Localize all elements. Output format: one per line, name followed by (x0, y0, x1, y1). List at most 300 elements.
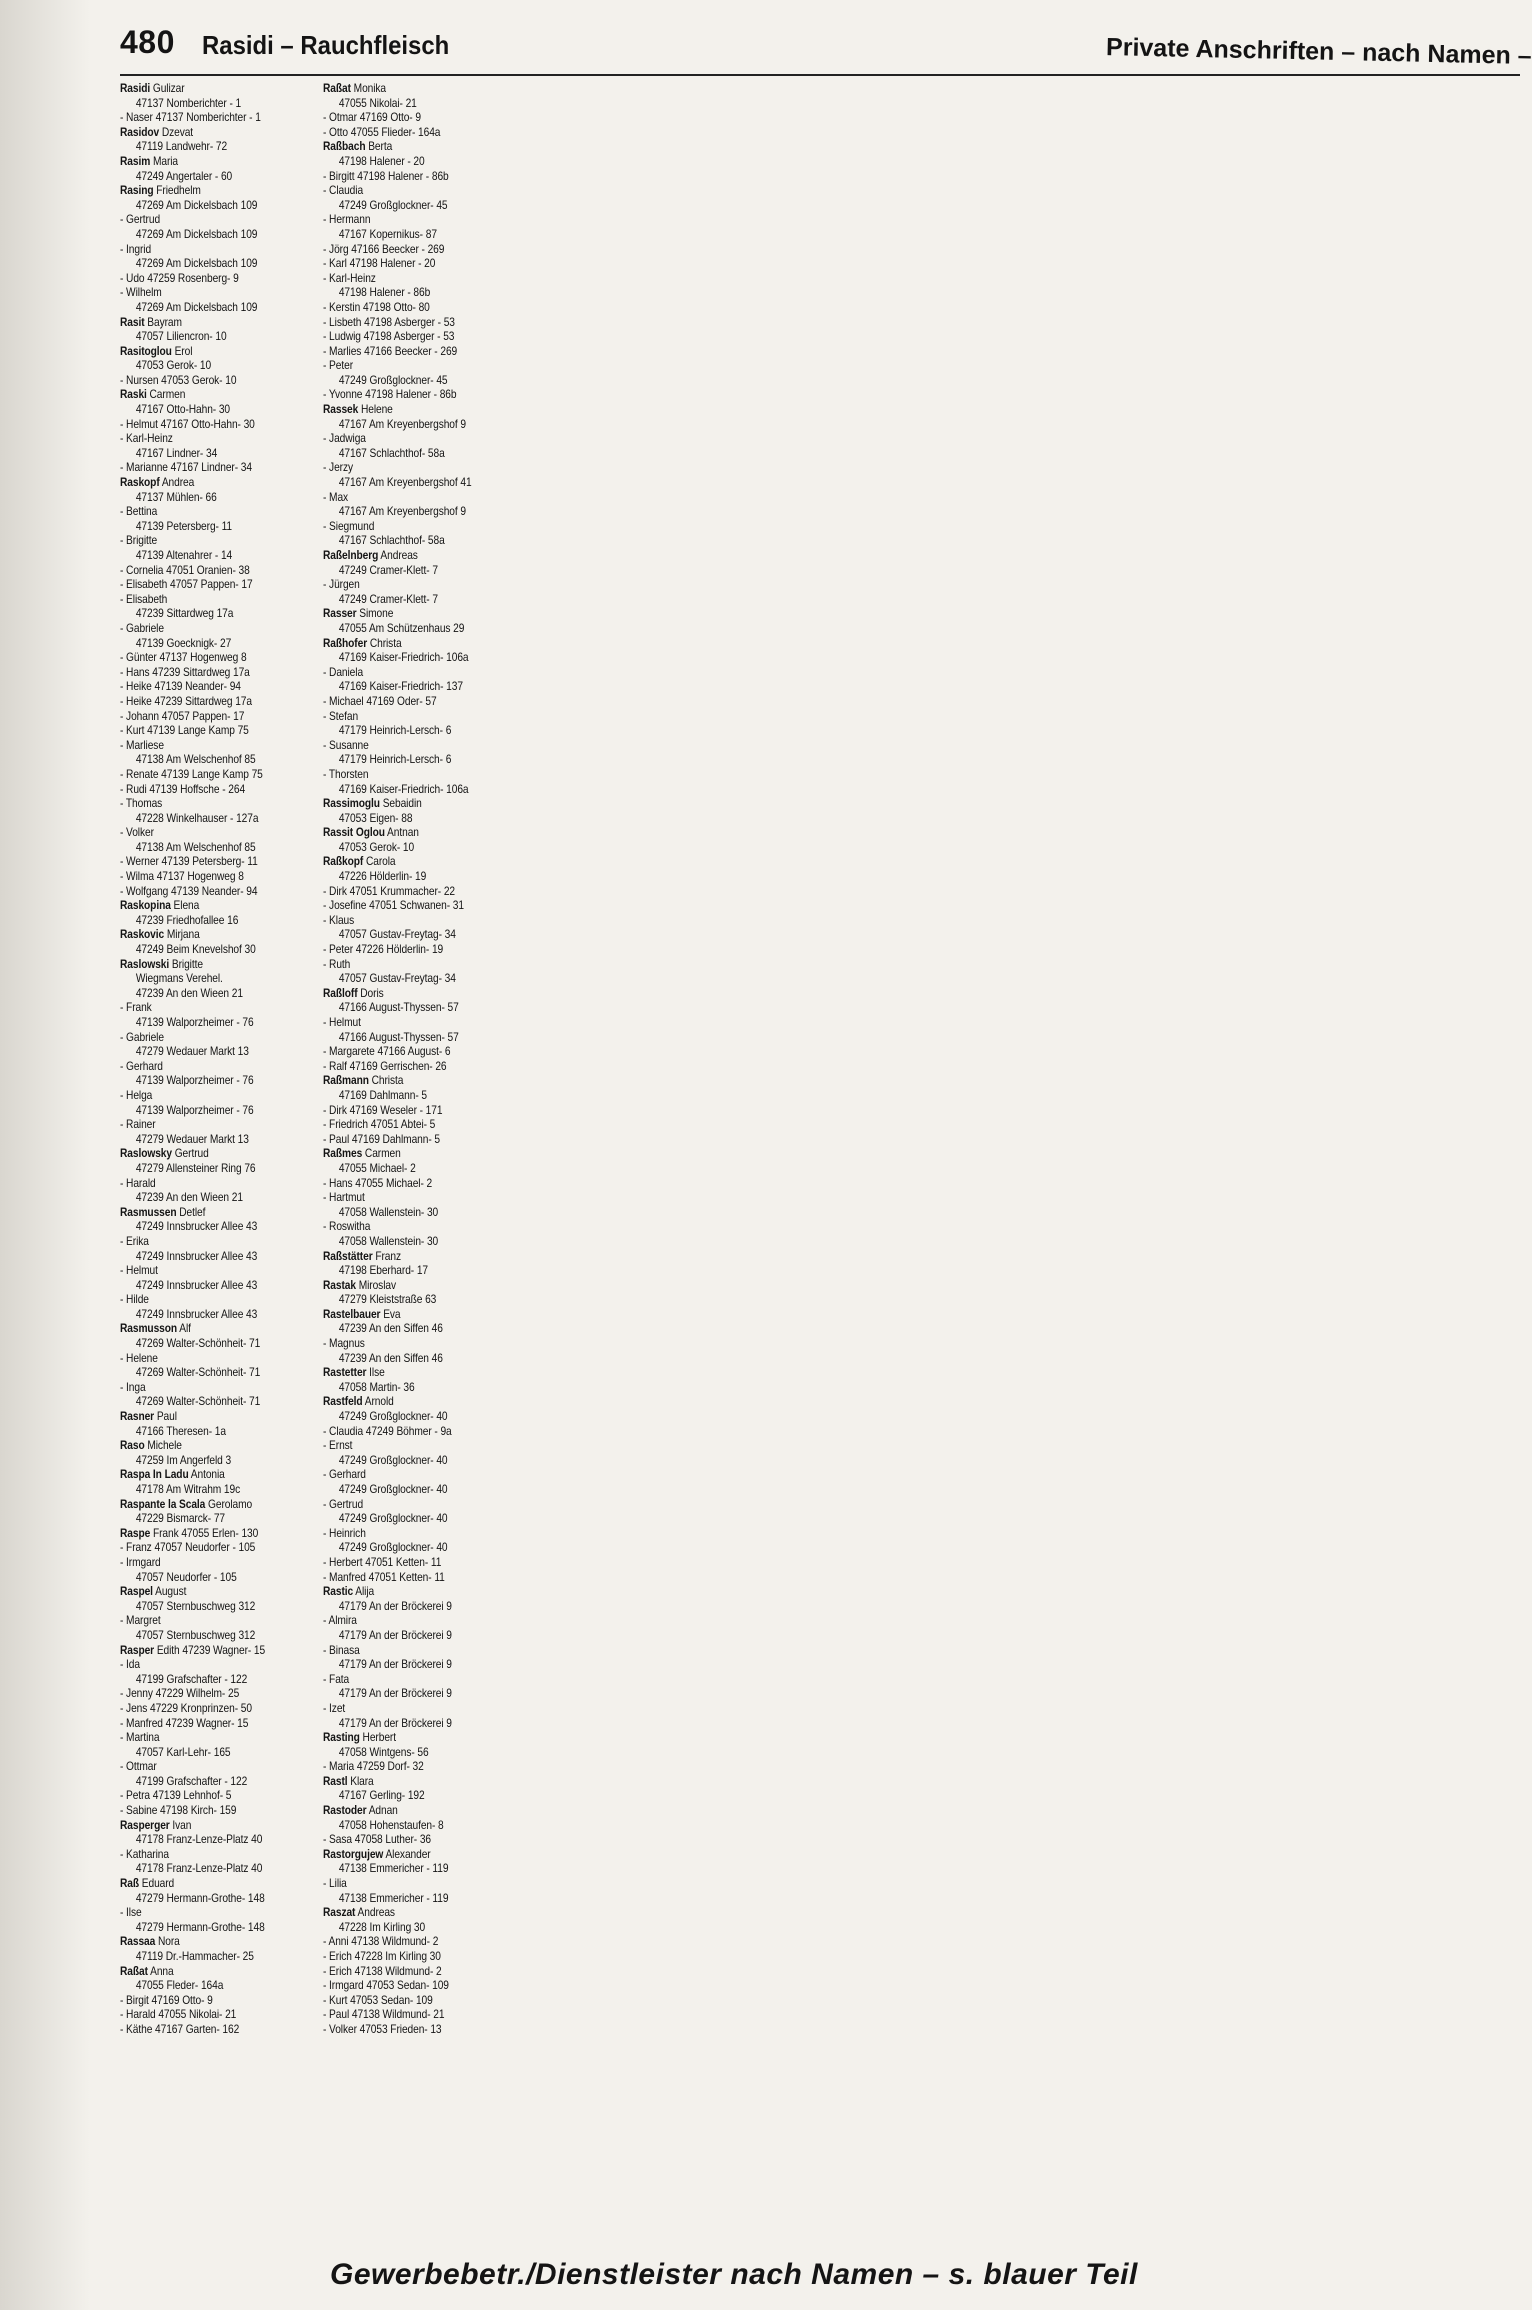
directory-entry-name (323, 1074, 515, 1089)
directory-address-line: 47179 An der Bröckerei 9 (338, 1687, 453, 1701)
directory-address-line: 47198 Halener - 86b (338, 286, 431, 300)
directory-sub-entry: - Volker 47053 Frieden- 13 (323, 2022, 442, 2036)
header-rule (120, 74, 1520, 76)
directory-address-line: 47169 Kaiser-Friedrich- 106a (338, 651, 469, 665)
entry-given-name: Anna (147, 1964, 174, 1978)
directory-sub-entry: - Ralf 47169 Gerrischen- 26 (323, 1059, 447, 1073)
page-number: 480 (120, 24, 175, 60)
entry-given-name: Monika (351, 82, 387, 95)
entry-surname: Rassit Oglou (323, 826, 386, 840)
directory-entry-name (120, 126, 312, 141)
entry-given-name: Andreas (378, 549, 418, 562)
directory-sub-entry: - Karl 47198 Halener - 20 (323, 257, 436, 271)
directory-entry-name (323, 855, 515, 870)
directory-address-line: 47139 Petersberg- 11 (135, 519, 233, 533)
entry-surname: Raspa In Ladu (120, 1468, 189, 1482)
directory-sub-entry: - Karl-Heinz (120, 432, 173, 446)
entry-given-name: Helene (358, 403, 393, 417)
directory-address-line: 47239 Friedhofallee 16 (135, 913, 239, 927)
name-range-title: Rasidi – Rauchfleisch (202, 30, 450, 60)
directory-entry-name (323, 403, 515, 418)
directory-sub-entry: - Birgitt 47198 Halener - 86b (323, 169, 449, 183)
entry-given-name: Gertrud (171, 1147, 209, 1161)
directory-sub-entry: - Jerzy (323, 461, 354, 475)
directory-sub-entry: - Binasa (323, 1643, 360, 1657)
directory-address-line: 47139 Walporzheimer - 76 (135, 1074, 254, 1088)
directory-sub-entry: - Jörg 47166 Beecker - 269 (323, 242, 445, 256)
directory-address-line: 47053 Gerok- 10 (338, 840, 415, 854)
entry-surname: Raßloff (323, 986, 358, 1000)
directory-address-line: 47119 Landwehr- 72 (135, 140, 228, 154)
directory-address-line: 47167 Kopernikus- 87 (338, 227, 438, 241)
entry-surname: Raßmes (323, 1147, 363, 1161)
directory-address-line: 47269 Am Dickelsbach 109 (135, 257, 258, 271)
directory-address-line: 47167 Lindner- 34 (135, 446, 218, 460)
directory-address-line: 47167 Am Kreyenbergshof 9 (338, 417, 467, 431)
directory-sub-entry: - Siegmund (323, 519, 375, 533)
directory-entry-name (120, 1527, 312, 1542)
directory-sub-entry: - Jenny 47229 Wilhelm- 25 (120, 1687, 240, 1701)
directory-address-line: 47249 Cramer-Klett- 7 (338, 563, 439, 577)
directory-address-line: 47178 Am Witrahm 19c (135, 1483, 241, 1496)
directory-address-line: 47166 Theresen- 1a (135, 1424, 226, 1438)
directory-address-line: 47139 Walporzheimer - 76 (135, 1016, 254, 1029)
directory-address-line: 47249 Beim Knevelshof 30 (135, 943, 256, 957)
entry-surname: Raspante la Scala (120, 1497, 206, 1511)
entry-given-name: Antonia (188, 1468, 225, 1482)
directory-sub-entry: - Rainer (120, 1118, 156, 1132)
entry-surname: Raßbach (323, 140, 366, 154)
directory-sub-entry: - Harald (120, 1176, 156, 1190)
entry-surname: Rassimoglu (323, 797, 381, 811)
directory-sub-entry: - Susanne (323, 738, 369, 752)
directory-sub-entry: - Bettina (120, 505, 158, 519)
directory-sub-entry: - Manfred 47239 Wagner- 15 (120, 1716, 249, 1730)
directory-sub-entry: - Gerhard (120, 1059, 163, 1073)
directory-sub-entry: - Helmut 47167 Otto-Hahn- 30 (120, 417, 255, 431)
directory-sub-entry: - Karl-Heinz (323, 271, 376, 285)
directory-address-line: 47269 Am Dickelsbach 109 (135, 198, 258, 212)
directory-sub-entry: - Heike 47139 Neander- 94 (120, 680, 241, 694)
directory-address-line: 47057 Neudorfer - 105 (135, 1570, 237, 1584)
entry-given-name: Mirjana (164, 928, 200, 942)
entry-surname: Rasitoglou (120, 344, 172, 358)
entry-surname: Rasit (120, 315, 145, 329)
directory-address-line: 47138 Emmericher - 119 (338, 1862, 449, 1876)
directory-entry-name (323, 1308, 515, 1323)
entry-surname: Rasidi (120, 82, 151, 95)
entry-given-name: Alexander (383, 1847, 431, 1861)
directory-column (323, 82, 515, 2247)
directory-entry-name (120, 958, 312, 973)
entry-surname: Rastic (323, 1585, 354, 1599)
directory-sub-entry: - Yvonne 47198 Halener - 86b (323, 388, 457, 402)
directory-sub-entry: - Lilia (323, 1877, 347, 1891)
entry-surname: Raßkopf (323, 855, 364, 869)
directory-address-line: 47198 Eberhard- 17 (338, 1264, 429, 1278)
directory-address-line: 47053 Eigen- 88 (338, 811, 413, 825)
entry-surname: Raslowski (120, 957, 170, 971)
directory-address-line: 47249 Großglockner- 40 (338, 1410, 448, 1424)
directory-address-line: 47167 Schlachthof- 58a (338, 446, 445, 460)
directory-address-line: 47279 Kleiststraße 63 (338, 1293, 437, 1307)
directory-sub-entry: - Kerstin 47198 Otto- 80 (323, 300, 430, 314)
directory-address-line: 47055 Michael- 2 (338, 1161, 416, 1175)
directory-address-line: 47137 Nomberichter - 1 (135, 96, 242, 110)
entry-surname: Rastak (323, 1278, 357, 1292)
directory-sub-entry: - Herbert 47051 Ketten- 11 (323, 1555, 442, 1569)
entry-surname: Raßstätter (323, 1249, 373, 1263)
directory-address-line: 47279 Wedauer Markt 13 (135, 1045, 249, 1059)
entry-surname: Raßelnberg (323, 549, 379, 562)
directory-address-line: 47249 Großglockner- 45 (338, 198, 448, 212)
directory-address-line: 47249 Großglockner- 40 (338, 1483, 448, 1496)
directory-sub-entry: - Ottmar (120, 1760, 157, 1774)
directory-sub-entry: - Johann 47057 Pappen- 17 (120, 709, 245, 723)
entry-given-name: Andreas (355, 1906, 396, 1920)
directory-sub-entry: - Gertrud (120, 213, 161, 227)
directory-sub-entry: - Hans 47239 Sittardweg 17a (120, 665, 250, 679)
entry-surname: Raszat (323, 1906, 356, 1920)
directory-entry-name (120, 899, 312, 914)
entry-given-name: Berta (365, 140, 393, 154)
directory-entry-name (120, 1585, 312, 1600)
directory-sub-entry: - Ruth (323, 957, 351, 971)
directory-sub-entry: - Gerhard (323, 1468, 367, 1482)
entry-surname: Rasner (120, 1410, 155, 1424)
directory-address-line: 47239 Sittardweg 17a (135, 607, 234, 621)
directory-address-line: 47058 Wallenstein- 30 (338, 1205, 439, 1219)
directory-sub-entry: - Erich 47138 Wildmund- 2 (323, 1964, 442, 1978)
directory-sub-entry: - Jadwiga (323, 432, 367, 446)
entry-given-name: Alija (353, 1585, 375, 1599)
entry-given-name: August (152, 1585, 187, 1599)
directory-address-line: 47179 Heinrich-Lersch- 6 (338, 753, 452, 767)
directory-address-line: 47279 Hermann-Grothe- 148 (135, 1891, 265, 1905)
entry-given-name: Andrea (159, 476, 195, 490)
directory-entry-name (323, 1848, 515, 1863)
directory-sub-entry: - Irmgard 47053 Sedan- 109 (323, 1979, 450, 1993)
entry-given-name: Gerolamo (205, 1497, 253, 1511)
directory-address-line: 47169 Kaiser-Friedrich- 106a (338, 782, 469, 796)
directory-sub-entry: - Renate 47139 Lange Kamp 75 (120, 767, 263, 781)
entry-surname: Rastorgujew (323, 1847, 384, 1861)
directory-entry-name (323, 1250, 515, 1265)
directory-sub-entry: - Gabriele (120, 1030, 164, 1044)
directory-address-line: 47249 Cramer-Klett- 7 (338, 592, 439, 606)
directory-sub-entry: - Margarete 47166 August- 6 (323, 1045, 451, 1059)
entry-surname: Rassek (323, 403, 359, 417)
directory-address-line: 47058 Martin- 36 (338, 1380, 415, 1394)
directory-address-line: 47167 Gerling- 192 (338, 1789, 425, 1803)
directory-sub-entry: - Volker (120, 826, 154, 840)
directory-sub-entry: - Claudia (323, 184, 364, 198)
directory-sub-entry: - Peter 47226 Hölderlin- 19 (323, 943, 444, 957)
directory-sub-entry: - Hermann (323, 213, 371, 227)
directory-sub-entry: - Izet (323, 1701, 346, 1715)
directory-sub-entry: - Klaus (323, 913, 355, 927)
directory-address-line: 47058 Wintgens- 56 (338, 1745, 429, 1759)
directory-sub-entry: - Anni 47138 Wildmund- 2 (323, 1935, 439, 1949)
entry-given-name: Erol (171, 344, 193, 358)
directory-sub-entry: - Brigitte (120, 534, 158, 548)
directory-address-line: 47139 Altenahrer - 14 (135, 549, 233, 562)
directory-address-line: 47179 Heinrich-Lersch- 6 (338, 724, 452, 738)
directory-entry-name (323, 1906, 515, 1921)
entry-given-name: Herbert (359, 1731, 397, 1745)
directory-address-line: 47279 Wedauer Markt 13 (135, 1132, 249, 1146)
directory-sub-entry: - Elisabeth (120, 592, 168, 606)
directory-entry-name (323, 637, 515, 652)
directory-sub-entry: - Roswitha (323, 1220, 371, 1234)
directory-address-line: 47166 August-Thyssen- 57 (338, 1030, 459, 1044)
directory-entry-name (323, 1395, 515, 1410)
directory-sub-entry: - Hilde (120, 1293, 149, 1307)
directory-sub-entry: - Hans 47055 Michael- 2 (323, 1176, 433, 1190)
directory-address-line: 47179 An der Bröckerei 9 (338, 1658, 453, 1672)
entry-surname: Raspel (120, 1585, 153, 1599)
directory-entry-name (120, 1206, 312, 1221)
entry-surname: Rasperger (120, 1818, 170, 1832)
directory-address-line: 47229 Bismarck- 77 (135, 1512, 225, 1526)
directory-sub-entry: - Stefan (323, 709, 359, 723)
directory-sub-entry: - Margret (120, 1614, 161, 1628)
directory-address-line: 47269 Am Dickelsbach 109 (135, 300, 258, 314)
entry-surname: Raskopf (120, 476, 160, 490)
directory-sub-entry: - Dirk 47169 Weseler - 171 (323, 1103, 443, 1117)
entry-given-name: Eduard (139, 1877, 175, 1891)
directory-sub-entry: - Helmut (120, 1264, 158, 1278)
entry-surname: Raßat (120, 1964, 148, 1978)
directory-entry-name (120, 82, 312, 97)
entry-surname: Raßat (323, 82, 352, 95)
directory-entry-name (120, 928, 312, 943)
directory-sub-entry: - Sabine 47198 Kirch- 159 (120, 1804, 237, 1818)
directory-address-line: 47057 Liliencron- 10 (135, 330, 227, 344)
directory-sub-entry: - Kurt 47139 Lange Kamp 75 (120, 724, 249, 738)
directory-entry-name (323, 987, 515, 1002)
directory-sub-entry: - Helmut (323, 1016, 361, 1029)
directory-sub-entry: - Hartmut (323, 1191, 365, 1205)
entry-given-name: Christa (369, 1074, 404, 1088)
entry-given-name: Carmen (146, 388, 186, 402)
entry-given-name: Friedhelm (153, 184, 201, 198)
directory-address-line: 47259 Im Angerfeld 3 (135, 1453, 232, 1467)
entry-surname: Rastelbauer (323, 1307, 381, 1321)
directory-entry-name (120, 1439, 312, 1454)
entry-surname: Raso (120, 1439, 145, 1453)
directory-sub-entry: - Michael 47169 Oder- 57 (323, 694, 437, 708)
entry-surname: Raß (120, 1877, 140, 1891)
directory-sub-entry: - Werner 47139 Petersberg- 11 (120, 855, 258, 869)
directory-entry-name (120, 155, 312, 170)
directory-address-line: 47057 Gustav-Freytag- 34 (338, 928, 456, 942)
directory-entry-name (323, 826, 515, 841)
directory-sub-entry: - Marliese (120, 738, 164, 752)
directory-sub-entry: - Erika (120, 1234, 149, 1248)
directory-sub-entry: - Udo 47259 Rosenberg- 9 (120, 271, 239, 285)
entry-given-name: Ivan (169, 1818, 192, 1832)
directory-address-line: 47239 An den Siffen 46 (338, 1322, 443, 1336)
directory-sub-entry: - Naser 47137 Nomberichter - 1 (120, 111, 261, 125)
directory-address-line: 47169 Kaiser-Friedrich- 137 (338, 680, 464, 694)
directory-address-line: 47058 Wallenstein- 30 (338, 1234, 439, 1248)
directory-address-line: 47249 Innsbrucker Allee 43 (135, 1307, 258, 1321)
directory-address-line: 47249 Großglockner- 40 (338, 1512, 448, 1526)
directory-sub-entry: - Marlies 47166 Beecker - 269 (323, 344, 458, 358)
directory-address-line: 47228 Winkelhauser - 127a (135, 811, 259, 825)
entry-given-name: Christa (367, 636, 402, 650)
directory-sub-entry: - Paul 47169 Dahlmann- 5 (323, 1132, 441, 1146)
directory-address-line: 47167 Schlachthof- 58a (338, 534, 445, 548)
directory-entry-name (120, 1322, 312, 1337)
directory-sub-entry: - Maria 47259 Dorf- 32 (323, 1760, 424, 1774)
directory-column (120, 82, 312, 2247)
directory-address-line: 47166 August-Thyssen- 57 (338, 1001, 459, 1015)
entry-given-name: Klara (347, 1774, 374, 1788)
directory-sub-entry: - Helene (120, 1351, 158, 1365)
entry-given-name: Gulizar (150, 82, 185, 95)
entry-surname: Raski (120, 388, 147, 402)
directory-address-line: 47167 Otto-Hahn- 30 (135, 403, 231, 417)
directory-sub-entry: - Franz 47057 Neudorfer - 105 (120, 1541, 256, 1555)
directory-sub-entry: - Otto 47055 Flieder- 164a (323, 125, 441, 139)
entry-given-name: Franz (372, 1249, 402, 1263)
directory-entry-name (323, 1279, 515, 1294)
directory-entry-name (323, 1775, 515, 1790)
entry-given-name: Sebaidin (380, 797, 422, 811)
directory-sub-entry: - Günter 47137 Hogenweg 8 (120, 651, 247, 665)
directory-entry-name (323, 82, 515, 97)
directory-address-line: 47198 Halener - 20 (338, 154, 425, 168)
directory-entry-name (323, 1147, 515, 1162)
entry-given-name: Eva (380, 1307, 401, 1321)
directory-address-line: Wiegmans Verehel. (135, 972, 223, 986)
entry-given-name: Alf (177, 1322, 191, 1336)
directory-entry-name (323, 1731, 515, 1746)
entry-given-name: Carola (363, 855, 396, 869)
directory-entry-name (323, 607, 515, 622)
directory-sub-entry: - Ernst (323, 1439, 353, 1453)
directory-sub-entry: - Magnus (323, 1337, 365, 1351)
directory-sub-entry: - Ilse (120, 1906, 142, 1920)
directory-address-line: 47138 Am Welschenhof 85 (135, 840, 256, 854)
directory-sub-entry: - Paul 47138 Wildmund- 21 (323, 2008, 445, 2022)
directory-address-line: 47239 An den Wieen 21 (135, 986, 243, 1000)
entry-given-name: Doris (357, 986, 384, 1000)
entry-surname: Rastetter (323, 1366, 367, 1380)
directory-sub-entry: - Friedrich 47051 Abtei- 5 (323, 1118, 436, 1132)
directory-sub-entry: - Max (323, 490, 349, 504)
directory-address-line: 47057 Gustav-Freytag- 34 (338, 972, 456, 986)
directory-sub-entry: - Heinrich (323, 1526, 366, 1540)
page-header (120, 18, 1532, 76)
entry-given-name: Ilse (366, 1366, 385, 1380)
directory-sub-entry: - Ingrid (120, 242, 152, 256)
directory-sub-entry: - Käthe 47167 Garten- 162 (120, 2022, 240, 2036)
directory-address-line: 47055 Fleder- 164a (135, 1979, 224, 1993)
entry-given-name: Edith 47239 Wagner- 15 (154, 1643, 266, 1657)
directory-sub-entry: - Wolfgang 47139 Neander- 94 (120, 884, 258, 898)
directory-sub-entry: - Claudia 47249 Böhmer - 9a (323, 1424, 452, 1438)
directory-sub-entry: - Gertrud (323, 1497, 364, 1511)
entry-given-name: Paul (154, 1410, 177, 1424)
directory-entry-name (120, 1935, 312, 1950)
entry-given-name: Brigitte (169, 957, 203, 971)
entry-surname: Rasser (323, 607, 357, 621)
directory-address-line: 47178 Franz-Lenze-Platz 40 (135, 1862, 263, 1876)
directory-sub-entry: - Ludwig 47198 Asberger - 53 (323, 330, 455, 344)
directory-sub-entry: - Almira (323, 1614, 358, 1628)
directory-address-line: 47057 Sternbuschweg 312 (135, 1599, 256, 1613)
entry-surname: Rasper (120, 1643, 155, 1657)
directory-entry-name (120, 1877, 312, 1892)
directory-sub-entry: - Dirk 47051 Krummacher- 22 (323, 884, 456, 898)
entry-surname: Rasidov (120, 125, 160, 139)
directory-address-line: 47279 Allensteiner Ring 76 (135, 1161, 256, 1175)
directory-address-line: 47249 Innsbrucker Allee 43 (135, 1278, 258, 1292)
directory-address-line: 47138 Am Welschenhof 85 (135, 753, 256, 767)
directory-address-line: 47055 Nikolai- 21 (338, 96, 417, 110)
entry-given-name: Maria (150, 154, 179, 168)
entry-given-name: Simone (356, 607, 394, 621)
directory-sub-entry: - Peter (323, 359, 354, 373)
entry-surname: Rasmussen (120, 1205, 177, 1219)
directory-address-line: 47239 An den Wieen 21 (135, 1191, 243, 1205)
directory-entry-name (120, 316, 312, 331)
directory-sub-entry: - Otmar 47169 Otto- 9 (323, 111, 422, 125)
directory-sub-entry: - Jens 47229 Kronprinzen- 50 (120, 1701, 252, 1715)
directory-sub-entry: - Katharina (120, 1847, 169, 1861)
directory-address-line: 47228 Im Kirling 30 (338, 1920, 426, 1934)
entry-surname: Rasing (120, 184, 154, 198)
directory-entry-name (120, 1644, 312, 1659)
entry-surname: Raskovic (120, 928, 165, 942)
directory-entry-name (323, 140, 515, 155)
directory-address-line: 47139 Walporzheimer - 76 (135, 1103, 254, 1117)
directory-address-line: 47269 Am Dickelsbach 109 (135, 227, 258, 241)
directory-address-line: 47137 Mühlen- 66 (135, 490, 217, 504)
directory-address-line: 47249 Großglockner- 45 (338, 373, 448, 387)
directory-sub-entry: - Elisabeth 47057 Pappen- 17 (120, 578, 253, 592)
directory-address-line: 47167 Am Kreyenbergshof 41 (338, 476, 472, 490)
entry-surname: Raspe (120, 1526, 151, 1540)
directory-address-line: 47057 Sternbuschweg 312 (135, 1628, 256, 1642)
entry-surname: Rastfeld (323, 1395, 363, 1409)
directory-entry-name (120, 1965, 312, 1980)
directory-sub-entry: - Thorsten (323, 767, 369, 781)
directory-address-line: 47279 Hermann-Grothe- 148 (135, 1920, 265, 1934)
directory-sub-entry: - Manfred 47051 Ketten- 11 (323, 1570, 445, 1584)
directory-address-line: 47179 An der Bröckerei 9 (338, 1628, 453, 1642)
directory-address-line: 47269 Walter-Schönheit- 71 (135, 1366, 261, 1380)
directory-sub-entry: - Martina (120, 1731, 160, 1745)
directory-entry-name (120, 476, 312, 491)
directory-address-line: 47119 Dr.-Hammacher- 25 (135, 1950, 254, 1963)
entry-given-name: Adnan (366, 1804, 398, 1818)
directory-entry-name (323, 549, 515, 564)
entry-surname: Rastl (323, 1774, 348, 1788)
entry-surname: Raßmann (323, 1074, 370, 1088)
directory-sub-entry: - Thomas (120, 797, 163, 811)
section-title: Private Anschriften – nach Namen – (1106, 33, 1532, 70)
entry-surname: Rasting (323, 1731, 360, 1745)
directory-address-line: 47249 Großglockner- 40 (338, 1541, 448, 1555)
entry-given-name: Frank 47055 Erlen- 130 (150, 1526, 259, 1540)
directory-sub-entry: - Lisbeth 47198 Asberger - 53 (323, 315, 456, 329)
directory-sub-entry: - Josefine 47051 Schwanen- 31 (323, 899, 465, 913)
directory-sub-entry: - Sasa 47058 Luther- 36 (323, 1833, 432, 1847)
